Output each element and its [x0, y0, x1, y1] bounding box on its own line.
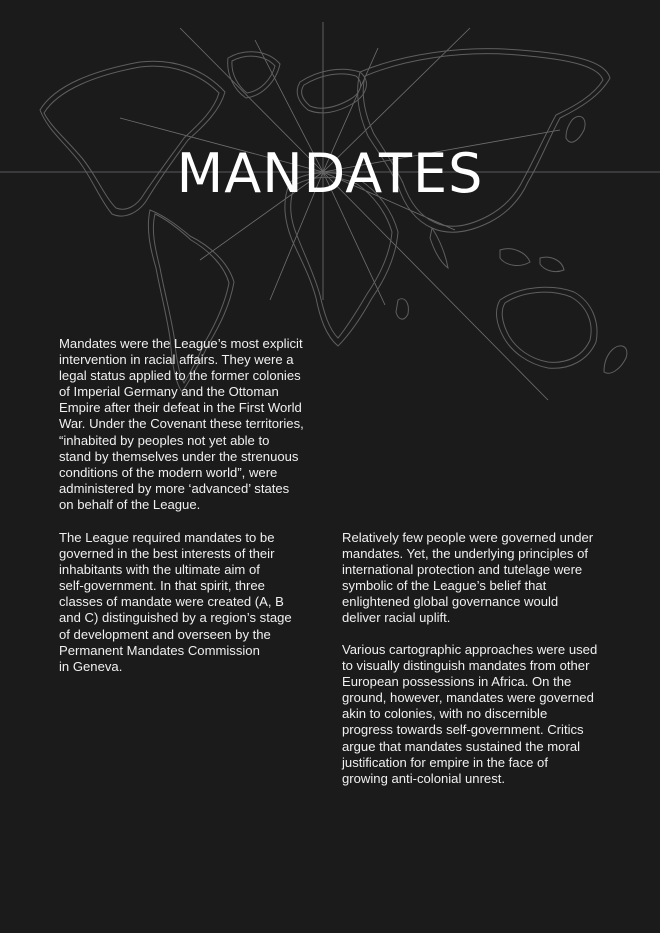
paragraph-mandate-classes: The League required mandates to be governed in the best interests of their inhabitants with the ultimate aim of self-government. In that spirit, three classes of mandate were created (A, B and C) distinguished by a region’s stage of development and overseen by the Permanent Mandates Commission in Geneva. [59, 530, 292, 674]
paragraph-cartographic-approaches: Various cartographic approaches were used to visually distinguish mandates from other European possessions in Africa. On the ground, however, mandates were governed akin to colonies, with no discernible progress towards self-government. Critics argue that mandates sustained the moral justification for empire in the face of growing anti-colonial unrest. [342, 642, 598, 786]
paragraph-mandates-intro: Mandates were the League’s most explicit intervention in racial affairs. They were a legal status applied to the former colonies of Imperial Germany and the Ottoman Empire after their defeat in the First World War. Under the Covenant these territories, “inhabited by peoples not yet able to stand by themselves under the strenuous conditions of the modern world”, were administered by more ‘advanced’ states on behalf of the League. [59, 336, 304, 512]
paragraph-governed-population: Relatively few people were governed under mandates. Yet, the underlying principles of international protection and tutelage were symbolic of the League’s belief that enlightened global governance would deliver racial uplift. [342, 530, 594, 626]
page-title: MANDATES [176, 142, 484, 205]
